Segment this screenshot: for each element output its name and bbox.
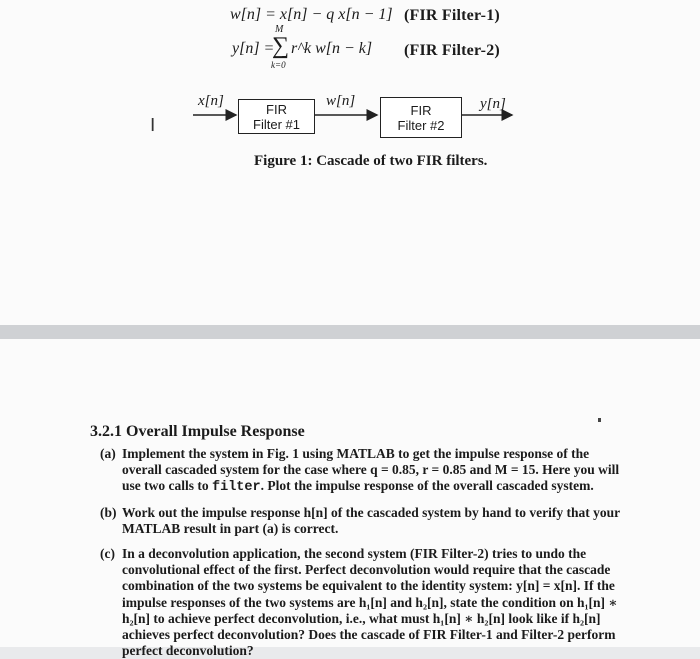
fir-filter-1-box (238, 99, 315, 134)
box1-line1: FIR (266, 101, 287, 117)
part-c-label: (c) (100, 546, 115, 561)
equation-filter-2-lhs: y[n] = (232, 40, 275, 57)
section-heading: 3.2.1 Overall Impulse Response (90, 423, 305, 440)
speck-mark (598, 418, 601, 422)
equation-filter-1: w[n] = x[n] − q x[n − 1] (230, 6, 393, 23)
equation-tag-1: (FIR Filter-1) (404, 7, 500, 24)
sum-lower-limit: k=0 (271, 60, 286, 70)
input-signal-label: x[n] (198, 93, 224, 109)
intermediate-signal-label: w[n] (326, 93, 356, 109)
equation-filter-2-rhs: r^k w[n − k] (291, 40, 373, 57)
part-b-label: (b) (100, 505, 117, 520)
figure-panel (0, 0, 700, 325)
equation-tag-2: (FIR Filter-2) (404, 42, 500, 59)
part-b-text: Work out the impulse response h[n] of the cascaded system by hand to verify that your MATLAB result in part (a) is correct. (122, 505, 620, 537)
part-a-label: (a) (100, 446, 116, 461)
part-c-text: In a deconvolution application, the second system (FIR Filter-2) tries to undo the convolutional effect of the first. Perfect deconvolution would require that the cascade combination of the two systems be equivalent to the identity system: y[n] = x[n]. If the impulse responses of the two systems are h₁[n] and h₂[n], state the condition on h₁[n] ∗ h₂[n] to achieve perfect deconvolution, i.e., what must h₁[n] ∗ h₂[n] look like if h₂[n] achieves perfect deconvolution? Does the cascade of FIR Filter-1 and Filter-2 perform perfect deconvolution? (122, 546, 618, 659)
box1-line2: Filter #1 (253, 116, 300, 132)
filter-code: filter (212, 480, 261, 496)
sum-upper-limit: M (275, 24, 284, 35)
text-cursor-icon: Ι (150, 115, 156, 136)
panel-divider (0, 325, 700, 339)
figure-caption: Figure 1: Cascade of two FIR filters. (254, 153, 488, 169)
output-signal-label: y[n] (480, 96, 506, 112)
box2-line2: Filter #2 (397, 117, 445, 133)
box2-line1: FIR (410, 102, 432, 118)
part-a-text: Implement the system in Fig. 1 using MATLAB to get the impulse response of the overall cascaded system for the case where q = 0.85, r = 0.85 and M = 15. Here you will use two calls to filter. Plot the impulse response of the overall cascaded system. (122, 446, 620, 496)
fir-filter-2-box (380, 97, 462, 138)
summation-symbol: ∑ (272, 33, 290, 59)
